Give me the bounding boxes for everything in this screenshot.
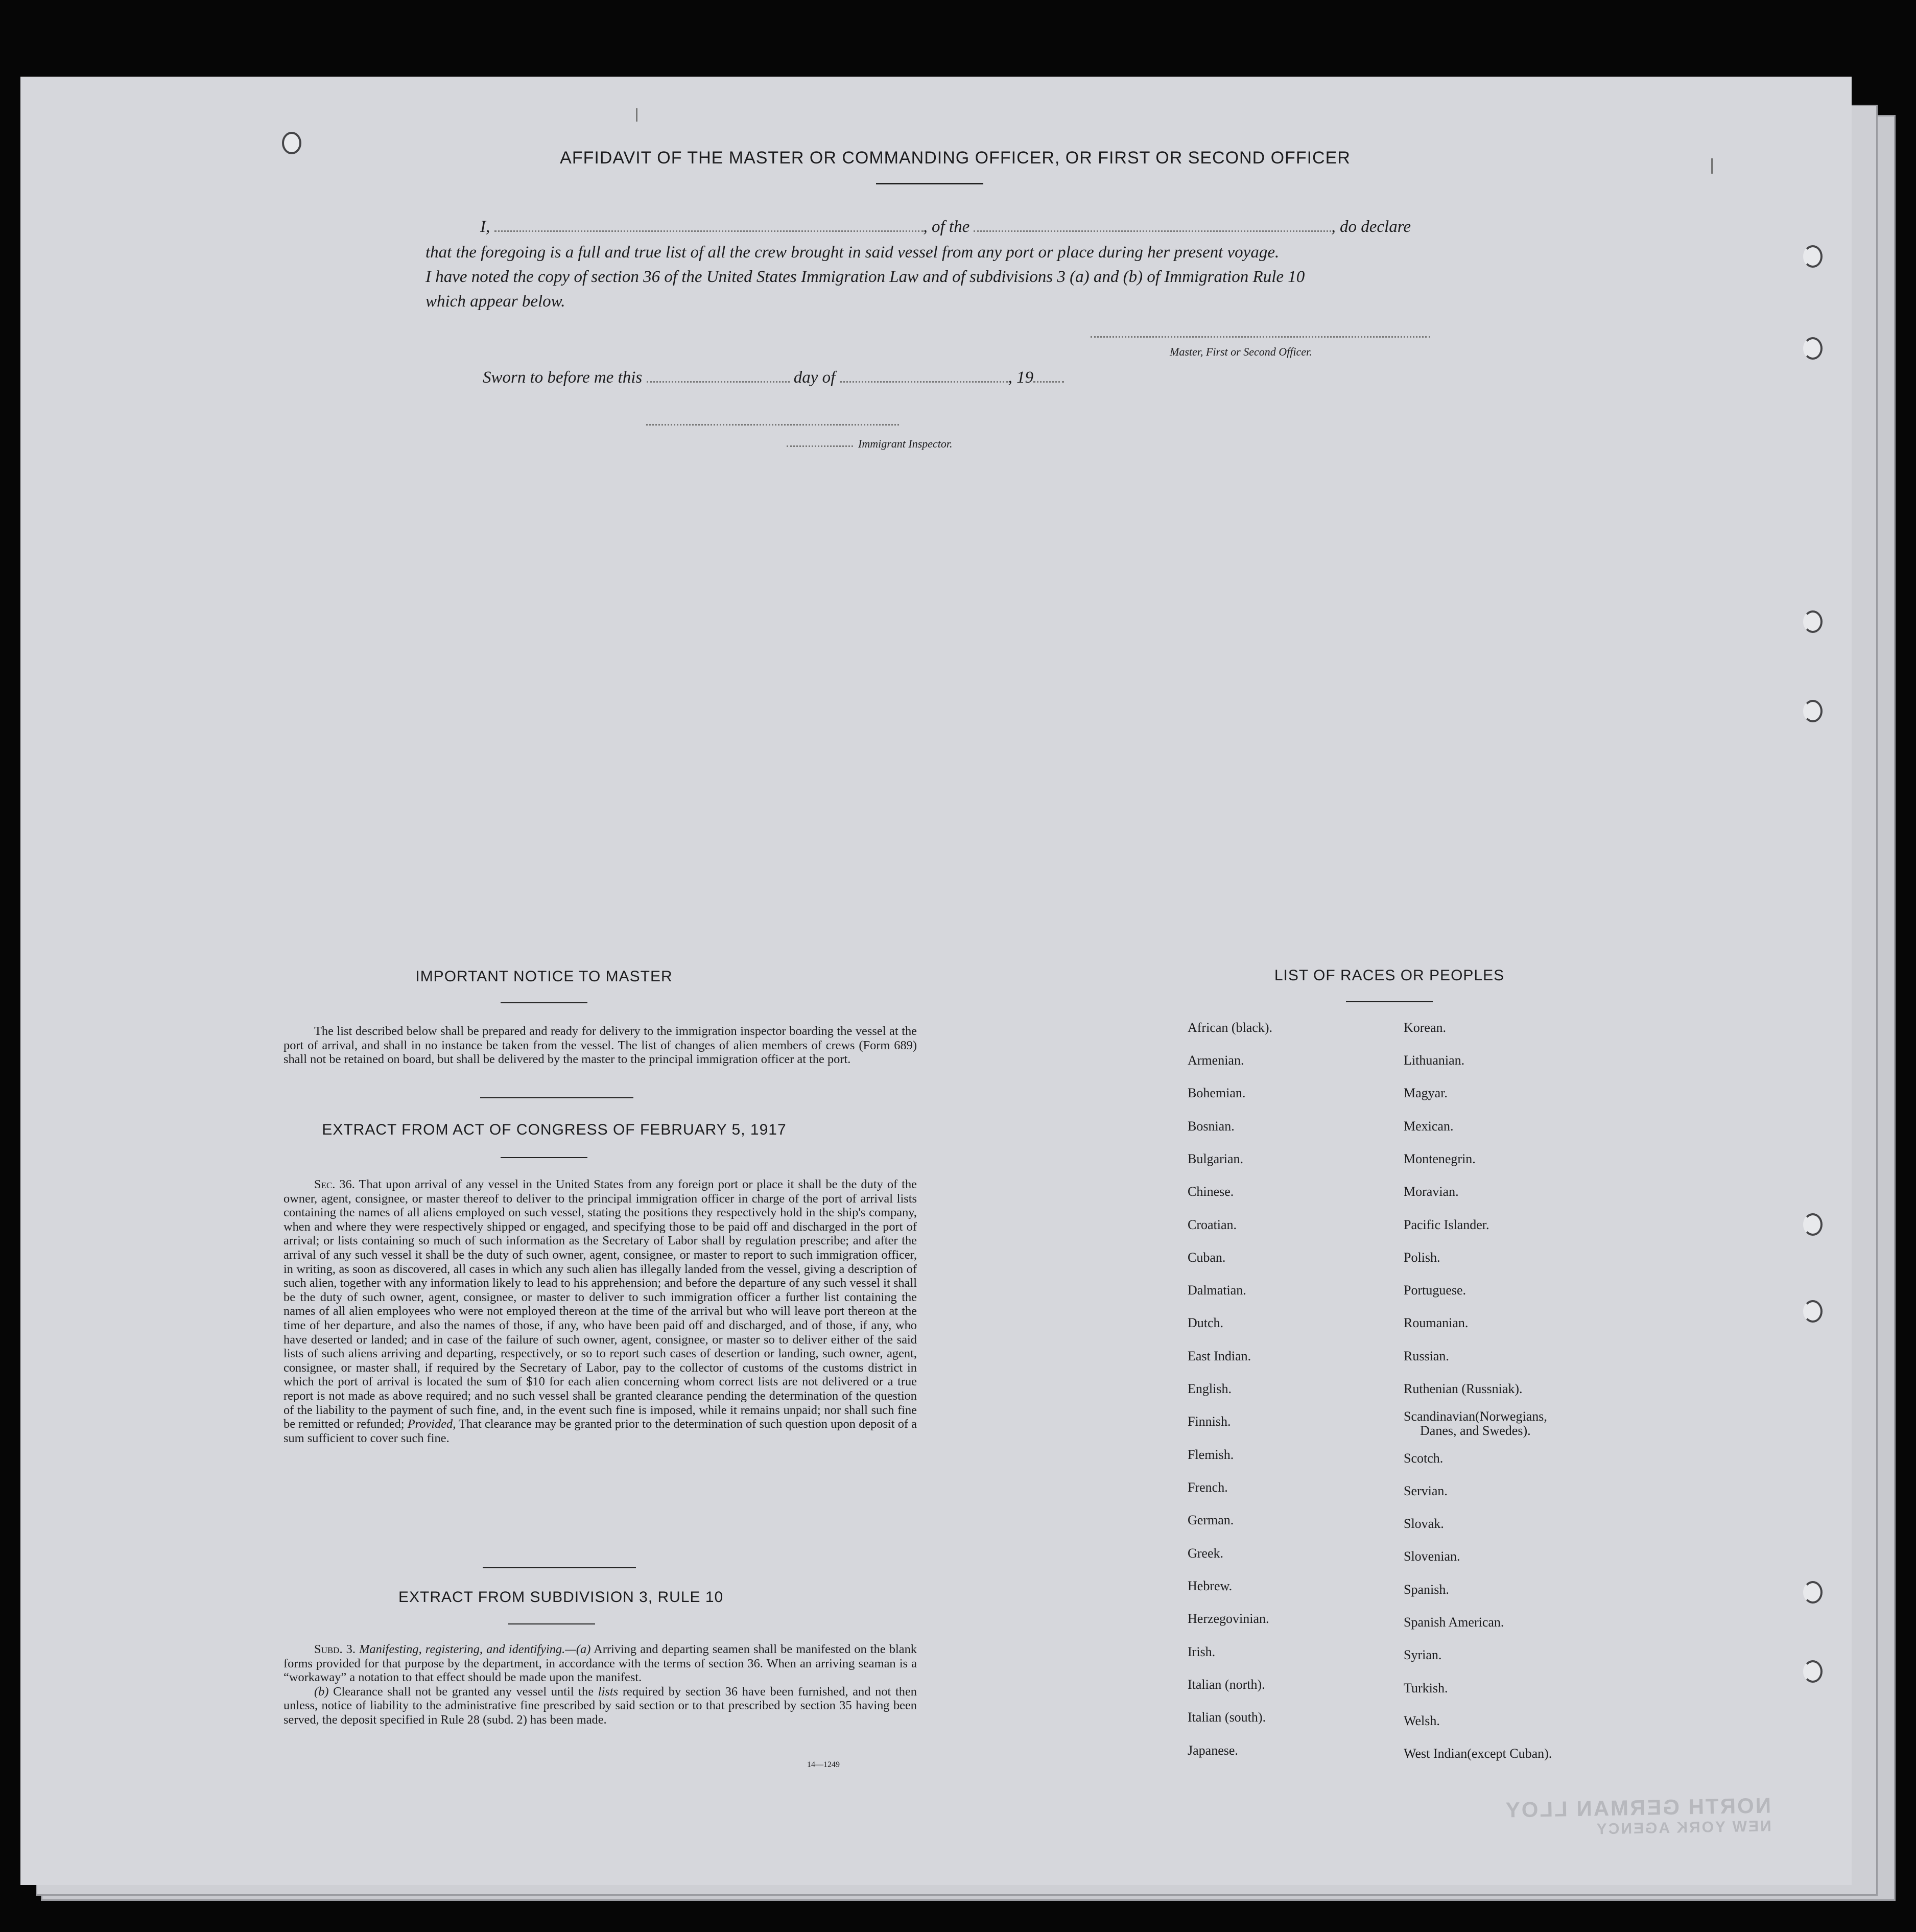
race-item: Croatian. (1188, 1217, 1237, 1232)
race-item: Pacific Islander. (1404, 1217, 1489, 1232)
race-item: Bosnian. (1188, 1119, 1235, 1134)
race-item: Spanish American. (1404, 1615, 1504, 1630)
officer-caption: Master, First or Second Officer. (1170, 345, 1312, 358)
race-item: Montenegrin. (1404, 1151, 1476, 1166)
vessel-blank[interactable] (974, 230, 1331, 232)
day-of-label: day of (793, 368, 836, 387)
race-item: African (black). (1188, 1020, 1273, 1035)
section-divider (480, 1097, 633, 1098)
binder-hole (1803, 1581, 1823, 1604)
race-item: Scotch. (1404, 1451, 1444, 1466)
race-item: Welsh. (1404, 1713, 1440, 1728)
officer-signature-blank[interactable] (1091, 336, 1430, 338)
affidavit-line-4: which appear below. (425, 292, 565, 311)
race-item: Roumanian. (1404, 1315, 1469, 1330)
notice-underline (501, 1002, 587, 1003)
race-item: Herzegovinian. (1188, 1611, 1269, 1626)
year-blank[interactable] (1033, 381, 1064, 383)
race-item: French. (1188, 1480, 1228, 1495)
races-title: LIST OF RACES OR PEOPLES (1274, 967, 1505, 984)
race-item: Servian. (1404, 1483, 1448, 1498)
race-item: Turkish. (1404, 1681, 1448, 1695)
sec-label: Sec. 36. (314, 1177, 355, 1191)
race-item: West Indian(except Cuban). (1404, 1746, 1552, 1761)
race-item: Finnish. (1188, 1414, 1231, 1429)
race-item: Greek. (1188, 1546, 1224, 1561)
race-item: Italian (north). (1188, 1677, 1265, 1692)
affidavit-line-1 (480, 215, 1411, 239)
rule-extract-text (283, 1642, 917, 1727)
sworn-line (483, 365, 1064, 390)
margin-mark (1711, 158, 1713, 174)
affidavit-i: I, (480, 218, 490, 236)
race-item: Mexican. (1404, 1119, 1454, 1134)
race-item: Italian (south). (1188, 1710, 1266, 1725)
binder-hole (1803, 1300, 1823, 1323)
binder-hole (1803, 245, 1823, 268)
para-b-start: Clearance shall not be granted any vessel until the (333, 1684, 594, 1699)
affidavit-line-2: that the foregoing is a full and true list of all the crew brought in said vessel from any port or place during her present voyage. (425, 243, 1280, 262)
inspector-short-blank[interactable] (787, 445, 853, 447)
race-item: Hebrew. (1188, 1578, 1233, 1593)
race-item: Moravian. (1404, 1184, 1459, 1199)
race-item: Bohemian. (1188, 1086, 1246, 1100)
race-item: Lithuanian. (1404, 1053, 1465, 1068)
race-item: Russian. (1404, 1349, 1449, 1363)
binder-hole (1803, 1213, 1823, 1236)
race-item: Scandinavian(Norwegians, (1404, 1409, 1547, 1424)
para-b (283, 1685, 917, 1727)
rule-underline (508, 1623, 595, 1624)
races-underline (1346, 1001, 1433, 1002)
race-item: Korean. (1404, 1020, 1447, 1035)
sec-36-text-end: That clearance may be granted prior to the determination of such question upon deposit of a sum sufficient to cover such fine. (283, 1417, 917, 1445)
race-item: Syrian. (1404, 1647, 1442, 1662)
subd-heading: Manifesting, registering, and identifying.—(a) (359, 1642, 591, 1656)
binder-hole (1803, 337, 1823, 360)
section-divider (483, 1567, 636, 1568)
affidavit-of-the: , of the (923, 218, 970, 236)
act-underline (501, 1157, 587, 1158)
para-b-end: required by section 36 have been furnished, and not then unless, notice of liability to the administrative fine prescribed by said section or to that prescribed by section 35 having been served, the deposit specified in Rule 28 (subd. 2) has been made. (283, 1684, 917, 1727)
race-item: English. (1188, 1381, 1232, 1396)
race-item: Flemish. (1188, 1447, 1234, 1462)
notice-text: The list described below shall be prepared and ready for delivery to the immigration inspector boarding the vessel at the port of arrival, and shall in no instance be taken from the vessel. The list of changes of alien members of crews (Form 689) shall not be retained on board, but shall be delivered by the master to the principal immigration officer at the port. (283, 1024, 917, 1067)
form-number: 14—1249 (807, 1760, 840, 1769)
para-a (283, 1642, 917, 1685)
race-item: Chinese. (1188, 1184, 1234, 1199)
race-item: Bulgarian. (1188, 1151, 1244, 1166)
para-b-label: (b) (314, 1684, 329, 1699)
race-item: Magyar. (1404, 1086, 1448, 1100)
agency-stamp (1504, 1793, 1771, 1840)
form-sheet (20, 77, 1852, 1885)
race-item: Danes, and Swedes). (1420, 1423, 1531, 1438)
notice-title: IMPORTANT NOTICE TO MASTER (415, 968, 673, 985)
binder-hole (1803, 610, 1823, 633)
race-item: Ruthenian (Russniak). (1404, 1381, 1523, 1396)
race-item: Irish. (1188, 1644, 1216, 1659)
para-b-lists: lists (598, 1684, 619, 1699)
race-item: Cuban. (1188, 1250, 1226, 1265)
race-item: Japanese. (1188, 1743, 1238, 1758)
race-item: Portuguese. (1404, 1283, 1466, 1298)
binder-hole (1803, 700, 1823, 722)
rule-extract-title: EXTRACT FROM SUBDIVISION 3, RULE 10 (398, 1589, 724, 1606)
race-item: Polish. (1404, 1250, 1440, 1265)
stamp-line-2: NEW YORK AGENCY (1595, 1818, 1771, 1838)
race-item: Dalmatian. (1188, 1283, 1246, 1298)
race-item: Slovenian. (1404, 1549, 1460, 1564)
affidavit-line-3: I have noted the copy of section 36 of the United States Immigration Law and of subdivisions 3 (a) and (b) of Immigration Rule 10 (425, 268, 1305, 286)
sworn-label: Sworn to before me this (483, 368, 643, 387)
year-prefix: , 19 (1008, 368, 1034, 387)
race-item: Dutch. (1188, 1315, 1224, 1330)
binder-hole (1803, 1660, 1823, 1683)
race-item: Slovak. (1404, 1516, 1444, 1531)
inspector-signature-blank[interactable] (646, 424, 899, 426)
day-blank[interactable] (647, 381, 790, 383)
affidavit-title: AFFIDAVIT OF THE MASTER OR COMMANDING OFFICER, OR FIRST OR SECOND OFFICER (560, 148, 1351, 168)
inspector-caption: Immigrant Inspector. (858, 437, 953, 450)
act-extract-text (283, 1177, 917, 1445)
race-item: Spanish. (1404, 1582, 1449, 1597)
provided-label: Provided, (407, 1417, 456, 1431)
race-item: East Indian. (1188, 1349, 1251, 1363)
act-extract-title: EXTRACT FROM ACT OF CONGRESS OF FEBRUARY 5, 1917 (322, 1121, 787, 1138)
affidavit-declare: , do declare (1331, 218, 1411, 236)
para-a-text: Arriving and departing seamen shall be manifested on the blank forms provided for that purpose by the department, in accordance with the terms of section 36. When an arriving seaman is a “workaway” a notation to that effect should be made upon the manifest. (283, 1642, 917, 1685)
race-item: German. (1188, 1513, 1234, 1527)
sec-36-text: That upon arrival of any vessel in the United States from any foreign port or place it shall be the duty of the owner, agent, consignee, or master thereof to deliver to the principal immigration officer in charge of the port of arrival lists containing the names of all aliens employed on such vessel, stating the positions they respectively hold in the ship's company, when and where they were respectively shipped or engaged, and specifying those to be paid off and discharged in the port of arrival; or lists containing so much of such information as the Secretary of Labor shall by regulation prescribe; and after the arrival of any such vessel it shall be the duty of such owner, agent, consignee, or master to report to such immigration officer, in writing, as soon as discovered, all cases in which any such alien has illegally landed from the vessel, giving a description of such alien, together with any information likely to lead to his apprehension; and before the departure of any such vessel it shall be the duty of such owner, agent, consignee, or master to deliver to such immigration officer a further list containing the names of all alien employees who were not employed thereon at the time of the arrival but who will leave port thereon at the time of her departure, and also the names of those, if any, who have been paid off and discharged, and of those, if any, who have deserted or landed; and in case of the failure of such owner, agent, consignee, or master so to deliver either of the said lists of such aliens arriving and departing, respectively, or so to report such cases of desertion or landing, such owner, agent, consignee, or master shall, if required by the Secretary of Labor, pay to the collector of customs of the customs district in which the port of arrival is located the sum of $10 for each alien concerning whom correct lists are not delivered or a true report is not made as above required; and no such vessel shall be granted clearance pending the determination of the question of the liability to the payment of such fine, and, in the event such fine is imposed, while it remains unpaid; nor shall such fine be remitted or refunded; (283, 1177, 917, 1431)
name-blank[interactable] (494, 230, 924, 232)
title-underline (876, 183, 983, 184)
month-blank[interactable] (840, 381, 1008, 383)
stamp-line-1: NORTH GERMAN LLOY (1504, 1793, 1771, 1822)
race-item: Armenian. (1188, 1053, 1244, 1068)
binder-hole (282, 132, 301, 154)
subd-label: Subd. 3. (314, 1642, 356, 1656)
margin-mark (636, 108, 637, 122)
